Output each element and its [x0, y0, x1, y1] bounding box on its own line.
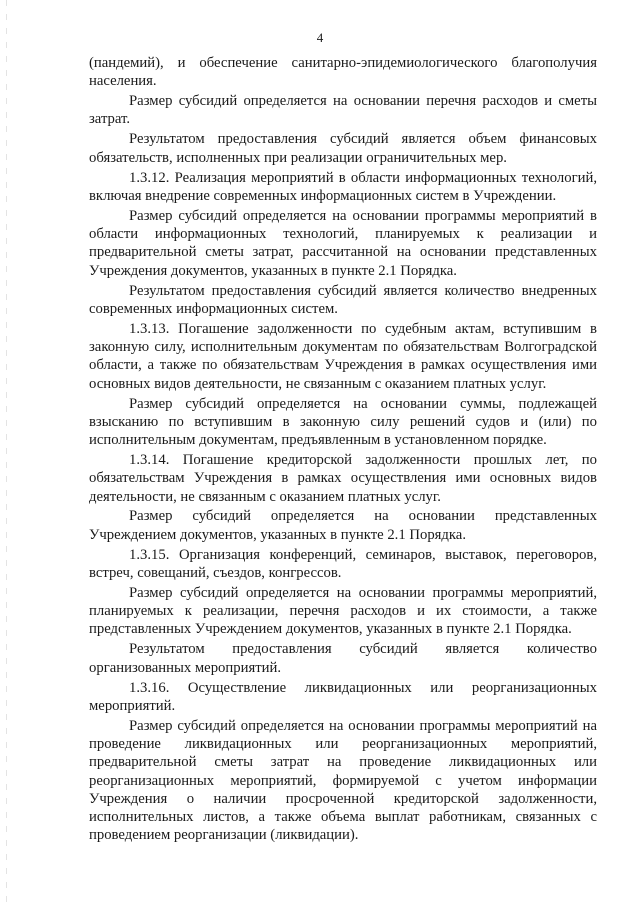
- paragraph: 1.3.13. Погашение задолженности по судебным актам, вступившим в законную силу, исполнительным документам по обязательствам Волгоградской области, а также по обязательствам Учреждения в рамках осуществления ими основных видов деятельности, не связанным с оказанием платных услуг.: [89, 320, 597, 392]
- paragraph: Размер субсидий определяется на основании программы мероприятий на проведение ликвидационных или реорганизационных мероприятий, предварительной сметы затрат на проведение ликвидационных или реорганизационных мероприятий, формируемой с учетом информации Учреждения о наличии просроченной кредиторской задолженности, исполнительных листов, а также объема выплат работникам, связанных с проведением реорганизации (ликвидации).: [89, 717, 597, 844]
- paragraph: Результатом предоставления субсидий является объем финансовых обязательств, исполненных при реализации ограничительных мер.: [89, 131, 597, 166]
- paragraph: 1.3.14. Погашение кредиторской задолженности прошлых лет, по обязательствам Учреждения в рамках осуществления ими основных видов деятельности, не связанным с оказанием платных услуг.: [89, 451, 597, 505]
- paragraph: Размер субсидий определяется на основании программы мероприятий, планируемых к реализации, перечня расходов и их стоимости, а также представленных Учреждением документов, указанных в пункте 2.1 Порядка.: [89, 584, 597, 638]
- paragraph: 1.3.12. Реализация мероприятий в области информационных технологий, включая внедрение современных информационных систем в Учреждении.: [89, 169, 597, 204]
- paragraph: 1.3.15. Организация конференций, семинаров, выставок, переговоров, встреч, совещаний, съездов, конгрессов.: [89, 546, 597, 581]
- paragraph: Результатом предоставления субсидий является количество внедренных современных информационных систем.: [89, 282, 597, 317]
- paragraph: Размер субсидий определяется на основании программы мероприятий в области информационных технологий, планируемых к реализации и предварительной сметы затрат, рассчитанной на основании представленных Учреждения документов, указанных в пункте 2.1 Порядка.: [89, 207, 597, 279]
- paragraph: Размер субсидий определяется на основании представленных Учреждением документов, указанных в пункте 2.1 Порядка.: [89, 508, 597, 543]
- paragraph: 1.3.16. Осуществление ликвидационных или реорганизационных мероприятий.: [89, 679, 597, 714]
- scan-edge-artifact: [6, 0, 7, 905]
- paragraph: Размер субсидий определяется на основании перечня расходов и сметы затрат.: [89, 93, 597, 128]
- paragraph: Результатом предоставления субсидий является количество организованных мероприятий.: [89, 641, 597, 676]
- body-text: [89, 54, 597, 846]
- page-number: 4: [316, 30, 324, 45]
- paragraph: (пандемий), и обеспечение санитарно-эпидемиологического благополучия населения.: [89, 55, 597, 90]
- paragraph: Размер субсидий определяется на основании суммы, подлежащей взысканию по вступившим в законную силу решений судов и (или) по исполнительным документам, предъявленным в установленном порядке.: [89, 395, 597, 449]
